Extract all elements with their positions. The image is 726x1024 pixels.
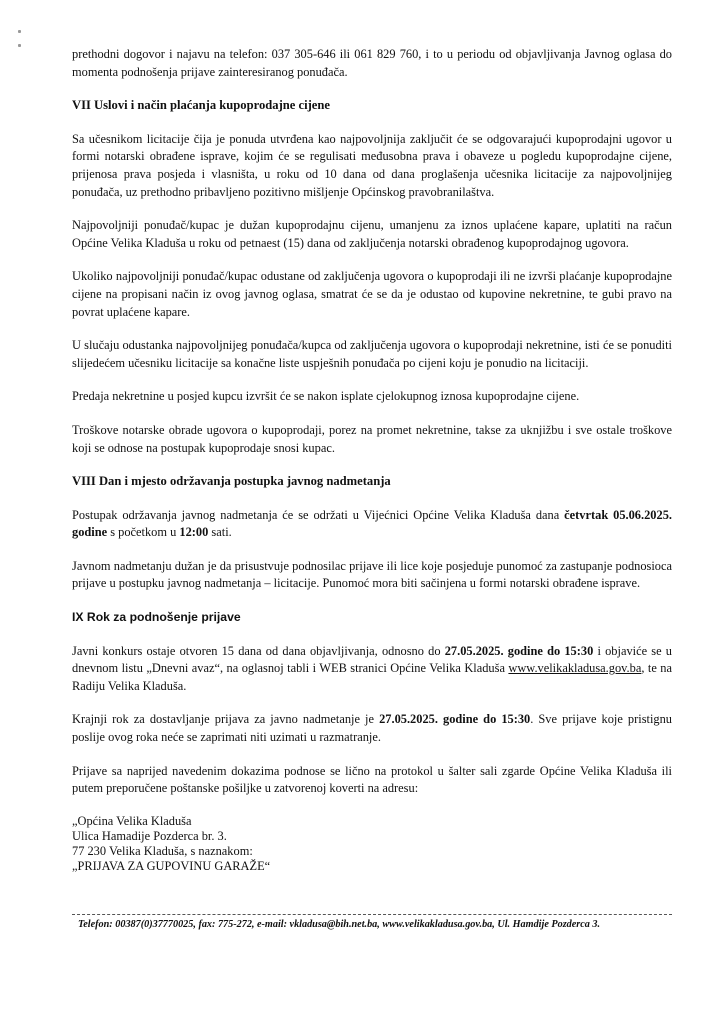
section-7-paragraph-3: Ukoliko najpovoljniji ponuđač/kupac odustane od zaključenja ugovora o kupoprodaji ili ne izvrši plaćanje kupoprodajne cijene na propisani način iz ovog javnog oglasa, smatrat će se da je odustao od kupovine nekretnine, te gubi pravo na povrat uplaćene kapare. [72, 269, 672, 319]
footer-contact: Telefon: 00387(0)37770025, fax: 775-272, e-mail: vkladusa@bih.net.ba, www.velikakladusa.gov.ba, Ul. Hamdije Pozderca 3. [78, 919, 601, 930]
final-deadline-date: 27.05.2025. godine do 15:30 [379, 712, 531, 727]
section-8-paragraph-1 [72, 507, 672, 542]
section-7-paragraph-2: Najpovoljniji ponuđač/kupac je dužan kupoprodajnu cijenu, umanjenu za iznos uplaćene kapare, uplatiti na račun Općine Velika Kladuša u roku od petnaest (15) dana od zaključenja notarski obrađenog kupoprodajnog ugovora. [72, 218, 672, 250]
address-line-3: 77 230 Velika Kladuša, s naznakom: [72, 843, 253, 858]
section-7-heading: VII Uslovi i način plaćanja kupoprodajne cijene [72, 98, 330, 113]
section-8-paragraph-2: Javnom nadmetanju dužan je da prisustvuje podnosilac prijave ili lice koje posjeduje punomoć za zastupanje podnosioca prijave u postupku javnog nadmetanja – licitacije. Punomoć mora biti sačinjena u formi notarski obrađene isprave. [72, 558, 672, 591]
section-9-paragraph-3: Prijave sa naprijed navedenim dokazima podnose se lično na protokol u šalter sali zgarde Općine Velika Kladuša ili putem preporučene poštanske pošiljke u zatvorenoj koverti na adresu: [72, 763, 672, 796]
auction-date: četvrtak 05.06.2025. godine [72, 507, 672, 540]
auction-time: 12:00 [179, 525, 209, 540]
intro-paragraph: prethodni dogovor i najavu na telefon: 037 305-646 ili 061 829 760, i to u periodu od objavljivanja Javnog oglasa do momenta podnošenja prijave zainteresiranog ponuđača. [72, 47, 672, 79]
text-run: Javni konkurs ostaje otvoren 15 dana od dana objavljivanja, odnosno do [72, 643, 445, 658]
text-run: Krajnji rok za dostavljanje prijava za javno nadmetanje je [72, 712, 380, 727]
section-7-paragraph-4: U slučaju odustanka najpovoljnijeg ponuđača/kupca od zaključenja ugovora o kupoprodaji nekretnine, isti će se ponuditi slijedećem učesniku licitacije sa konačne liste uspješnih ponuđača po cijeni koju je ponudio na licitaciji. [72, 338, 672, 370]
address-line-2: Ulica Hamadije Pozderca br. 3. [72, 828, 227, 843]
footer-divider [72, 914, 672, 915]
address-line-1: „Općina Velika Kladuša [72, 813, 192, 828]
section-7-paragraph-1: Sa učesnikom licitacije čija je ponuda utvrđena kao najpovoljnija zaključit će se odgovarajući kupoprodajni ugovor u formi notarski obrađene isprave, kojim će se regulisati međusobna prava i obaveze u pogledu kupoprodajne cijene, prijenosa prava posjeda i vlasništa, u roku od 10 dana od dana proglašenja učesnika licitacije za najpovoljnijeg ponuđača, uz prethodno pribavljeno pozitivno mišljenje Općinskog pravobranilaštva. [72, 131, 672, 199]
text-run: sati. [208, 525, 232, 540]
text-run: . Sve prijave koje pristignu poslije ovog roka neće se zaprimati niti uzimati u razmatranje. [72, 712, 672, 745]
text-run: , te na Radiju Velika Kladuša. [72, 661, 672, 693]
section-8-heading: VIII Dan i mjesto održavanja postupka javnog nadmetanja [72, 474, 391, 489]
scan-mark [18, 30, 21, 33]
section-7-paragraph-5: Predaja nekretnine u posjed kupcu izvršit će se nakon isplate cjelokupnog iznosa kupoprodajne cijene. [72, 389, 580, 404]
document-body [72, 46, 672, 874]
section-7-paragraph-6: Troškove notarske obrade ugovora o kupoprodaji, porez na promet nekretnine, takse za uknjižbu i sve ostale troškove koji se odnose na postupak kupoprodaje snosi kupac. [72, 422, 672, 455]
section-9-heading: IX Rok za podnošenje prijave [72, 610, 241, 625]
mailing-address [72, 814, 672, 874]
website-link[interactable]: www.velikakladusa.gov.ba [508, 661, 642, 676]
text-run: i objaviće se u dnevnom listu „Dnevni avaz“, na oglasnoj tabli i WEB stranici Općine Velika Kladuša [72, 643, 672, 676]
deadline-date: 27.05.2025. godine do 15:30 [444, 643, 594, 658]
scan-mark [18, 44, 21, 47]
address-line-4: „PRIJAVA ZA GUPOVINU GARAŽE“ [72, 858, 271, 873]
section-9-paragraph-1 [72, 643, 672, 696]
text-run: s početkom u [107, 525, 180, 540]
text-run: Postupak održavanja javnog nadmetanja će se održati u Vijećnici Općine Velika Kladuša dana [72, 507, 565, 522]
section-9-paragraph-2 [72, 711, 672, 746]
